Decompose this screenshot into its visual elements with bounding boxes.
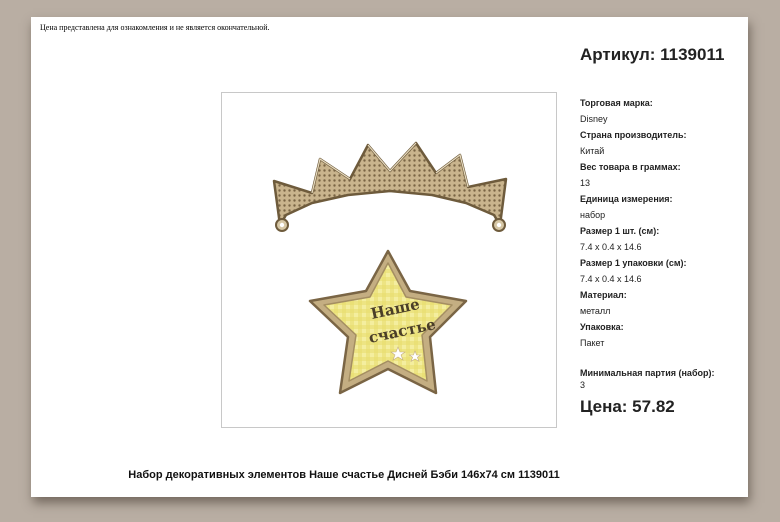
spec-value: набор [580, 210, 606, 220]
spec-unit [580, 191, 745, 223]
min-party-label: Минимальная партия (набор): [580, 368, 715, 378]
spec-packaging [580, 319, 745, 351]
article-number: Артикул: 1139011 [580, 45, 725, 64]
spec-label: Упаковка: [580, 322, 624, 332]
spec-value: металл [580, 306, 611, 316]
spec-trademark [580, 95, 745, 127]
spec-label: Вес товара в граммах: [580, 162, 681, 172]
price: Цена: 57.82 [580, 397, 675, 416]
spec-label: Материал: [580, 290, 627, 300]
spec-label: Размер 1 шт. (см): [580, 226, 660, 236]
spec-label: Торговая марка: [580, 98, 653, 108]
spec-country [580, 127, 745, 159]
product-illustration [222, 93, 556, 427]
product-title: Набор декоративных элементов Наше счастье Дисней Бэби 146х74 см 1139011 [128, 469, 560, 481]
spec-package-size [580, 255, 745, 287]
spec-value: Китай [580, 146, 605, 156]
spec-value: 13 [580, 178, 591, 188]
star-text-line1: Наше [369, 295, 422, 323]
spec-item-size [580, 223, 745, 255]
price-disclaimer: Цена представлена для ознакомления и не является окончательной. [40, 23, 270, 32]
star-ornament [310, 251, 466, 393]
star-text-line2: счастье [367, 315, 438, 347]
spec-list [580, 95, 745, 351]
spec-value: Пакет [580, 338, 605, 348]
spec-weight [580, 159, 745, 191]
spec-label: Страна производитель: [580, 130, 687, 140]
spec-label: Единица измерения: [580, 194, 673, 204]
crown-ornament [274, 143, 506, 231]
min-party-value: 3 [580, 380, 586, 390]
min-order-quantity [580, 367, 715, 391]
product-sheet [31, 17, 748, 497]
spec-material [580, 287, 745, 319]
spec-value: 7.4 x 0.4 x 14.6 [580, 242, 642, 252]
spec-value: 7.4 x 0.4 x 14.6 [580, 274, 642, 284]
product-photo [221, 92, 557, 428]
spec-value: Disney [580, 114, 608, 124]
spec-label: Размер 1 упаковки (см): [580, 258, 687, 268]
